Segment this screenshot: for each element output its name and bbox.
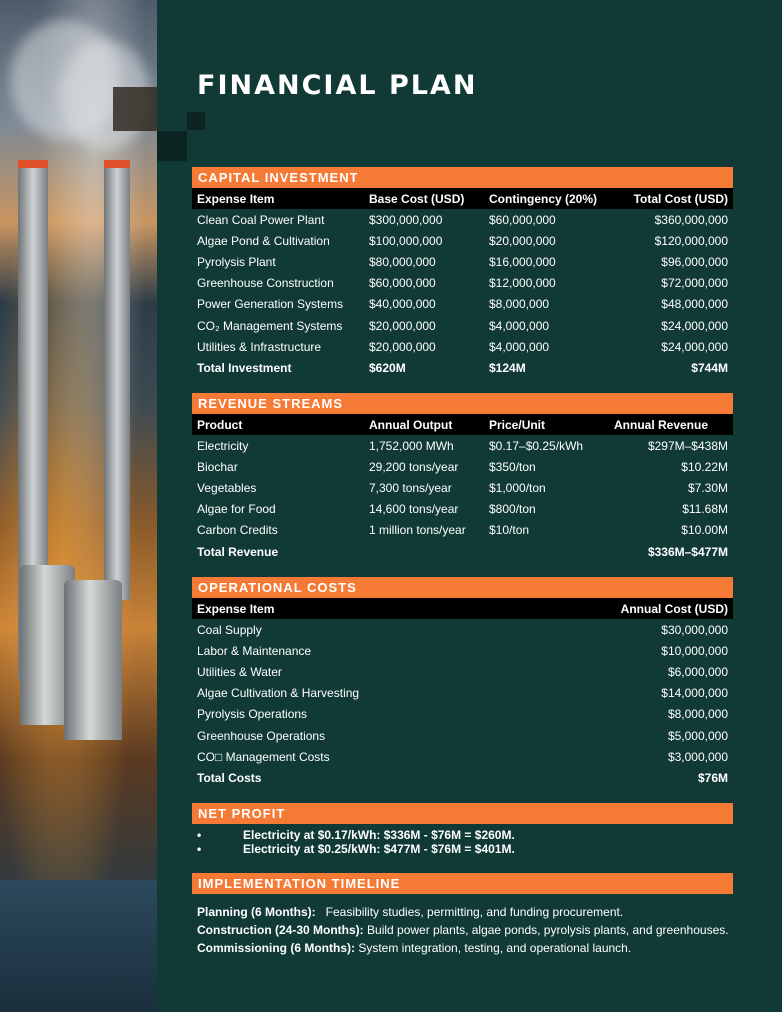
implementation-timeline-section bbox=[192, 873, 733, 957]
capital-investment-section bbox=[192, 167, 733, 379]
contingency: $4,000,000 bbox=[489, 318, 550, 333]
table-row bbox=[192, 230, 733, 251]
column-header: Annual Cost (USD) bbox=[514, 598, 733, 619]
revenue-streams-table bbox=[192, 414, 733, 562]
total-row bbox=[192, 767, 733, 788]
annual-output: 1 million tons/year bbox=[369, 523, 466, 538]
total-cost: $72,000,000 bbox=[661, 276, 728, 291]
smokestack bbox=[104, 160, 130, 600]
table-row bbox=[192, 619, 733, 640]
section-heading: REVENUE STREAMS bbox=[192, 393, 733, 414]
expense-item: Labor & Maintenance bbox=[197, 643, 312, 658]
table-row bbox=[192, 273, 733, 294]
section-heading: CAPITAL INVESTMENT bbox=[192, 167, 733, 188]
operational-costs-table bbox=[192, 598, 733, 789]
expense-item: Greenhouse Operations bbox=[197, 728, 326, 743]
expense-item: Algae Cultivation & Harvesting bbox=[197, 686, 360, 701]
decorative-square bbox=[157, 131, 187, 161]
total-base-cost: $620M bbox=[369, 360, 406, 375]
total-cost: $48,000,000 bbox=[661, 297, 728, 312]
waterfront bbox=[0, 880, 157, 1012]
decorative-square bbox=[113, 87, 157, 131]
annual-output: 1,752,000 MWh bbox=[369, 438, 454, 453]
annual-cost: $30,000,000 bbox=[661, 622, 728, 637]
column-header: Price/Unit bbox=[484, 414, 609, 435]
expense-item: Clean Coal Power Plant bbox=[197, 212, 325, 227]
total-cost: $744M bbox=[691, 360, 728, 375]
column-header: Annual Output bbox=[364, 414, 484, 435]
column-header: Product bbox=[192, 414, 364, 435]
annual-cost: $5,000,000 bbox=[667, 728, 728, 743]
column-header: Total Cost (USD) bbox=[609, 188, 733, 209]
contingency: $12,000,000 bbox=[489, 276, 556, 291]
list-item bbox=[192, 828, 733, 842]
industrial-plant-photo bbox=[0, 0, 157, 1012]
table-row bbox=[192, 520, 733, 541]
expense-item: CO₂ Management Systems bbox=[197, 318, 343, 333]
decorative-square bbox=[187, 112, 205, 130]
net-profit-section bbox=[192, 803, 733, 856]
expense-item: CO□ Management Costs bbox=[197, 749, 330, 764]
table-row bbox=[192, 725, 733, 746]
annual-revenue: $10.00M bbox=[681, 523, 728, 538]
list-item-text: Electricity at $0.17/kWh: $336M - $76M = $260M. bbox=[243, 828, 515, 842]
annual-cost: $6,000,000 bbox=[667, 664, 728, 679]
section-heading: NET PROFIT bbox=[192, 803, 733, 824]
annual-revenue: $11.68M bbox=[682, 502, 728, 517]
annual-output: 14,600 tons/year bbox=[369, 502, 459, 517]
base-cost: $60,000,000 bbox=[369, 276, 436, 291]
total-contingency: $124M bbox=[489, 360, 526, 375]
total-label: Total Costs bbox=[197, 770, 262, 785]
total-row bbox=[192, 357, 733, 378]
contingency: $20,000,000 bbox=[489, 233, 556, 248]
table-row bbox=[192, 477, 733, 498]
section-heading: OPERATIONAL COSTS bbox=[192, 577, 733, 598]
expense-item: Pyrolysis Plant bbox=[197, 254, 276, 269]
column-header: Annual Revenue bbox=[609, 414, 733, 435]
annual-cost: $3,000,000 bbox=[667, 749, 728, 764]
timeline-text: Feasibility studies, permitting, and funding procurement. bbox=[325, 905, 624, 919]
expense-item: Utilities & Infrastructure bbox=[197, 339, 322, 354]
base-cost: $20,000,000 bbox=[369, 339, 436, 354]
expense-item: Greenhouse Construction bbox=[197, 276, 334, 291]
timeline-list bbox=[192, 903, 733, 957]
contingency: $16,000,000 bbox=[489, 254, 556, 269]
net-profit-list bbox=[192, 828, 733, 856]
annual-output: 7,300 tons/year bbox=[369, 480, 452, 495]
table-row bbox=[192, 209, 733, 230]
total-cost: $96,000,000 bbox=[661, 254, 728, 269]
total-row bbox=[192, 541, 733, 562]
table-row bbox=[192, 294, 733, 315]
contingency: $4,000,000 bbox=[489, 339, 550, 354]
total-label: Total Revenue bbox=[197, 544, 279, 559]
total-cost: $120,000,000 bbox=[654, 233, 728, 248]
total-label: Total Investment bbox=[197, 360, 292, 375]
product: Carbon Credits bbox=[197, 523, 278, 538]
table-row bbox=[192, 435, 733, 456]
total-cost: $24,000,000 bbox=[661, 339, 728, 354]
cooling-tower bbox=[64, 580, 122, 740]
annual-cost: $10,000,000 bbox=[661, 643, 728, 658]
total-cost: $76M bbox=[697, 770, 728, 785]
column-header: Base Cost (USD) bbox=[364, 188, 484, 209]
total-revenue: $336M–$477M bbox=[647, 544, 728, 559]
timeline-label: Construction (24-30 Months): bbox=[197, 923, 364, 937]
contingency: $8,000,000 bbox=[489, 297, 550, 312]
table-row bbox=[192, 499, 733, 520]
list-item-text: Electricity at $0.25/kWh: $477M - $76M = $401M. bbox=[243, 842, 515, 856]
page-title: FINANCIAL PLAN bbox=[197, 70, 478, 101]
table-row bbox=[192, 336, 733, 357]
price-unit: $800/ton bbox=[489, 502, 536, 517]
bullet: • bbox=[197, 842, 202, 856]
revenue-streams-section bbox=[192, 393, 733, 562]
table-row bbox=[192, 456, 733, 477]
price-unit: $350/ton bbox=[489, 459, 536, 474]
total-cost: $360,000,000 bbox=[654, 212, 728, 227]
table-row bbox=[192, 704, 733, 725]
table-row bbox=[192, 661, 733, 682]
timeline-item bbox=[197, 903, 733, 921]
column-header: Contingency (20%) bbox=[484, 188, 609, 209]
expense-item: Utilities & Water bbox=[197, 664, 282, 679]
contingency: $60,000,000 bbox=[489, 212, 556, 227]
product: Algae for Food bbox=[197, 502, 276, 517]
expense-item: Coal Supply bbox=[197, 622, 262, 637]
annual-cost: $14,000,000 bbox=[661, 686, 728, 701]
operational-costs-section bbox=[192, 577, 733, 789]
capital-investment-table bbox=[192, 188, 733, 379]
timeline-item bbox=[197, 939, 733, 957]
table-row bbox=[192, 315, 733, 336]
base-cost: $40,000,000 bbox=[369, 297, 436, 312]
timeline-text: System integration, testing, and operational launch. bbox=[358, 941, 632, 955]
expense-item: Pyrolysis Operations bbox=[197, 707, 308, 722]
expense-item: Algae Pond & Cultivation bbox=[197, 233, 330, 248]
annual-output: 29,200 tons/year bbox=[369, 459, 459, 474]
annual-revenue: $10.22M bbox=[681, 459, 728, 474]
empty-cell bbox=[364, 541, 484, 562]
timeline-item bbox=[197, 921, 733, 939]
base-cost: $100,000,000 bbox=[369, 233, 443, 248]
product: Biochar bbox=[197, 459, 238, 474]
column-header: Expense Item bbox=[192, 598, 514, 619]
list-item bbox=[192, 842, 733, 856]
section-heading: IMPLEMENTATION TIMELINE bbox=[192, 873, 733, 894]
timeline-text: Build power plants, algae ponds, pyrolysis plants, and greenhouses. bbox=[367, 923, 729, 937]
table-row bbox=[192, 746, 733, 767]
total-cost: $24,000,000 bbox=[661, 318, 728, 333]
timeline-label: Commissioning (6 Months): bbox=[197, 941, 355, 955]
annual-cost: $8,000,000 bbox=[667, 707, 728, 722]
base-cost: $80,000,000 bbox=[369, 254, 436, 269]
product: Electricity bbox=[197, 438, 249, 453]
timeline-label: Planning (6 Months): bbox=[197, 905, 316, 919]
column-header: Expense Item bbox=[192, 188, 364, 209]
product: Vegetables bbox=[197, 480, 257, 495]
bullet: • bbox=[197, 828, 202, 842]
expense-item: Power Generation Systems bbox=[197, 297, 344, 312]
base-cost: $20,000,000 bbox=[369, 318, 436, 333]
base-cost: $300,000,000 bbox=[369, 212, 443, 227]
price-unit: $10/ton bbox=[489, 523, 530, 538]
price-unit: $1,000/ton bbox=[489, 480, 546, 495]
empty-cell bbox=[484, 541, 609, 562]
annual-revenue: $297M–$438M bbox=[647, 438, 728, 453]
price-unit: $0.17–$0.25/kWh bbox=[489, 438, 584, 453]
annual-revenue: $7.30M bbox=[687, 480, 728, 495]
table-row bbox=[192, 251, 733, 272]
table-row bbox=[192, 683, 733, 704]
table-row bbox=[192, 640, 733, 661]
